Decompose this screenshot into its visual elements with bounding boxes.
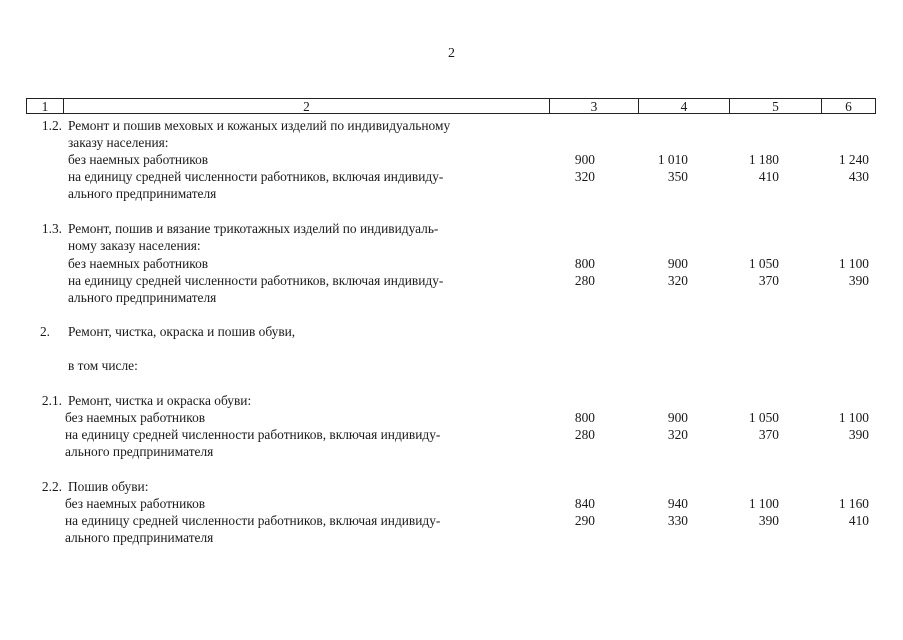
row-label-continuation bbox=[0, 529, 903, 546]
table-row bbox=[0, 512, 903, 529]
value-col-4: 1 010 bbox=[657, 152, 688, 167]
value-col-3: 280 bbox=[574, 273, 595, 288]
section-subtitle-row bbox=[0, 357, 903, 374]
section-title-line2: заказу населения: bbox=[68, 135, 169, 150]
value-col-6: 390 bbox=[848, 273, 869, 288]
value-col-5: 1 100 bbox=[748, 496, 779, 511]
value-col-6: 1 100 bbox=[838, 410, 869, 425]
row-label: на единицу средней численности работников, включая индивиду- bbox=[68, 169, 444, 184]
row-label-continuation bbox=[0, 289, 903, 306]
value-col-4: 330 bbox=[667, 513, 688, 528]
value-col-6: 1 240 bbox=[838, 152, 869, 167]
row-label: без наемных работников bbox=[65, 496, 206, 511]
section-subtitle: в том числе: bbox=[68, 358, 138, 373]
section-title-row bbox=[0, 323, 903, 340]
row-label: без наемных работников bbox=[68, 256, 209, 271]
section-title: Пошив обуви: bbox=[68, 479, 149, 494]
header-col-5: 5 bbox=[730, 99, 822, 113]
table-row bbox=[0, 151, 903, 168]
value-col-5: 370 bbox=[758, 427, 779, 442]
value-col-3: 800 bbox=[574, 410, 595, 425]
value-col-4: 320 bbox=[667, 273, 688, 288]
table-row bbox=[0, 409, 903, 426]
value-col-4: 940 bbox=[667, 496, 688, 511]
row-label: на единицу средней численности работников, включая индивиду- bbox=[65, 427, 441, 442]
section-title: Ремонт, пошив и вязание трикотажных изделий по индивидуаль- bbox=[68, 221, 439, 236]
value-col-5: 1 050 bbox=[748, 256, 779, 271]
row-label-line2: ального предпринимателя bbox=[65, 530, 214, 545]
value-col-6: 390 bbox=[848, 427, 869, 442]
row-label-continuation bbox=[0, 185, 903, 202]
table-row bbox=[0, 255, 903, 272]
header-col-4: 4 bbox=[639, 99, 730, 113]
value-col-6: 1 100 bbox=[838, 256, 869, 271]
value-col-5: 1 050 bbox=[748, 410, 779, 425]
page-number: 2 bbox=[448, 46, 455, 61]
value-col-4: 900 bbox=[667, 410, 688, 425]
row-label: без наемных работников bbox=[68, 152, 209, 167]
table-row bbox=[0, 495, 903, 512]
section-title-row bbox=[0, 478, 903, 495]
section-number: 1.3. bbox=[41, 221, 62, 236]
section-number: 2.1. bbox=[41, 393, 62, 408]
value-col-5: 370 bbox=[758, 273, 779, 288]
value-col-4: 350 bbox=[667, 169, 688, 184]
value-col-5: 1 180 bbox=[748, 152, 779, 167]
section-title: Ремонт, чистка, окраска и пошив обуви, bbox=[68, 324, 296, 339]
header-col-2: 2 bbox=[64, 99, 550, 113]
section-title-line2: ному заказу населения: bbox=[68, 238, 201, 253]
table-row bbox=[0, 272, 903, 289]
value-col-3: 280 bbox=[574, 427, 595, 442]
section-title-row bbox=[0, 117, 903, 134]
table-header-row bbox=[26, 98, 876, 114]
value-col-6: 1 160 bbox=[838, 496, 869, 511]
value-col-3: 800 bbox=[574, 256, 595, 271]
table-row bbox=[0, 426, 903, 443]
row-label-continuation bbox=[0, 443, 903, 460]
row-label-line2: ального предпринимателя bbox=[65, 444, 214, 459]
section-title: Ремонт, чистка и окраска обуви: bbox=[68, 393, 252, 408]
header-col-6: 6 bbox=[845, 99, 852, 114]
value-col-4: 900 bbox=[667, 256, 688, 271]
section-number: 1.2. bbox=[41, 118, 62, 133]
section-title-row bbox=[0, 220, 903, 237]
value-col-5: 410 bbox=[758, 169, 779, 184]
value-col-5: 390 bbox=[758, 513, 779, 528]
value-col-3: 320 bbox=[574, 169, 595, 184]
row-label: на единицу средней численности работников, включая индивиду- bbox=[68, 273, 444, 288]
header-col-1: 1 bbox=[27, 99, 64, 113]
section-title-continuation bbox=[0, 237, 903, 254]
row-label: на единицу средней численности работников, включая индивиду- bbox=[65, 513, 441, 528]
value-col-4: 320 bbox=[667, 427, 688, 442]
section-number: 2.2. bbox=[41, 479, 62, 494]
section-title-continuation bbox=[0, 134, 903, 151]
section-number: 2. bbox=[39, 324, 50, 339]
value-col-6: 410 bbox=[848, 513, 869, 528]
row-label-line2: ального предпринимателя bbox=[68, 290, 217, 305]
value-col-3: 840 bbox=[574, 496, 595, 511]
section-title: Ремонт и пошив меховых и кожаных изделий по индивидуальному bbox=[68, 118, 451, 133]
table-row bbox=[0, 168, 903, 185]
row-label: без наемных работников bbox=[65, 410, 206, 425]
value-col-6: 430 bbox=[848, 169, 869, 184]
section-title-row bbox=[0, 392, 903, 409]
row-label-line2: ального предпринимателя bbox=[68, 186, 217, 201]
value-col-3: 290 bbox=[574, 513, 595, 528]
value-col-3: 900 bbox=[574, 152, 595, 167]
header-col-3: 3 bbox=[550, 99, 639, 113]
